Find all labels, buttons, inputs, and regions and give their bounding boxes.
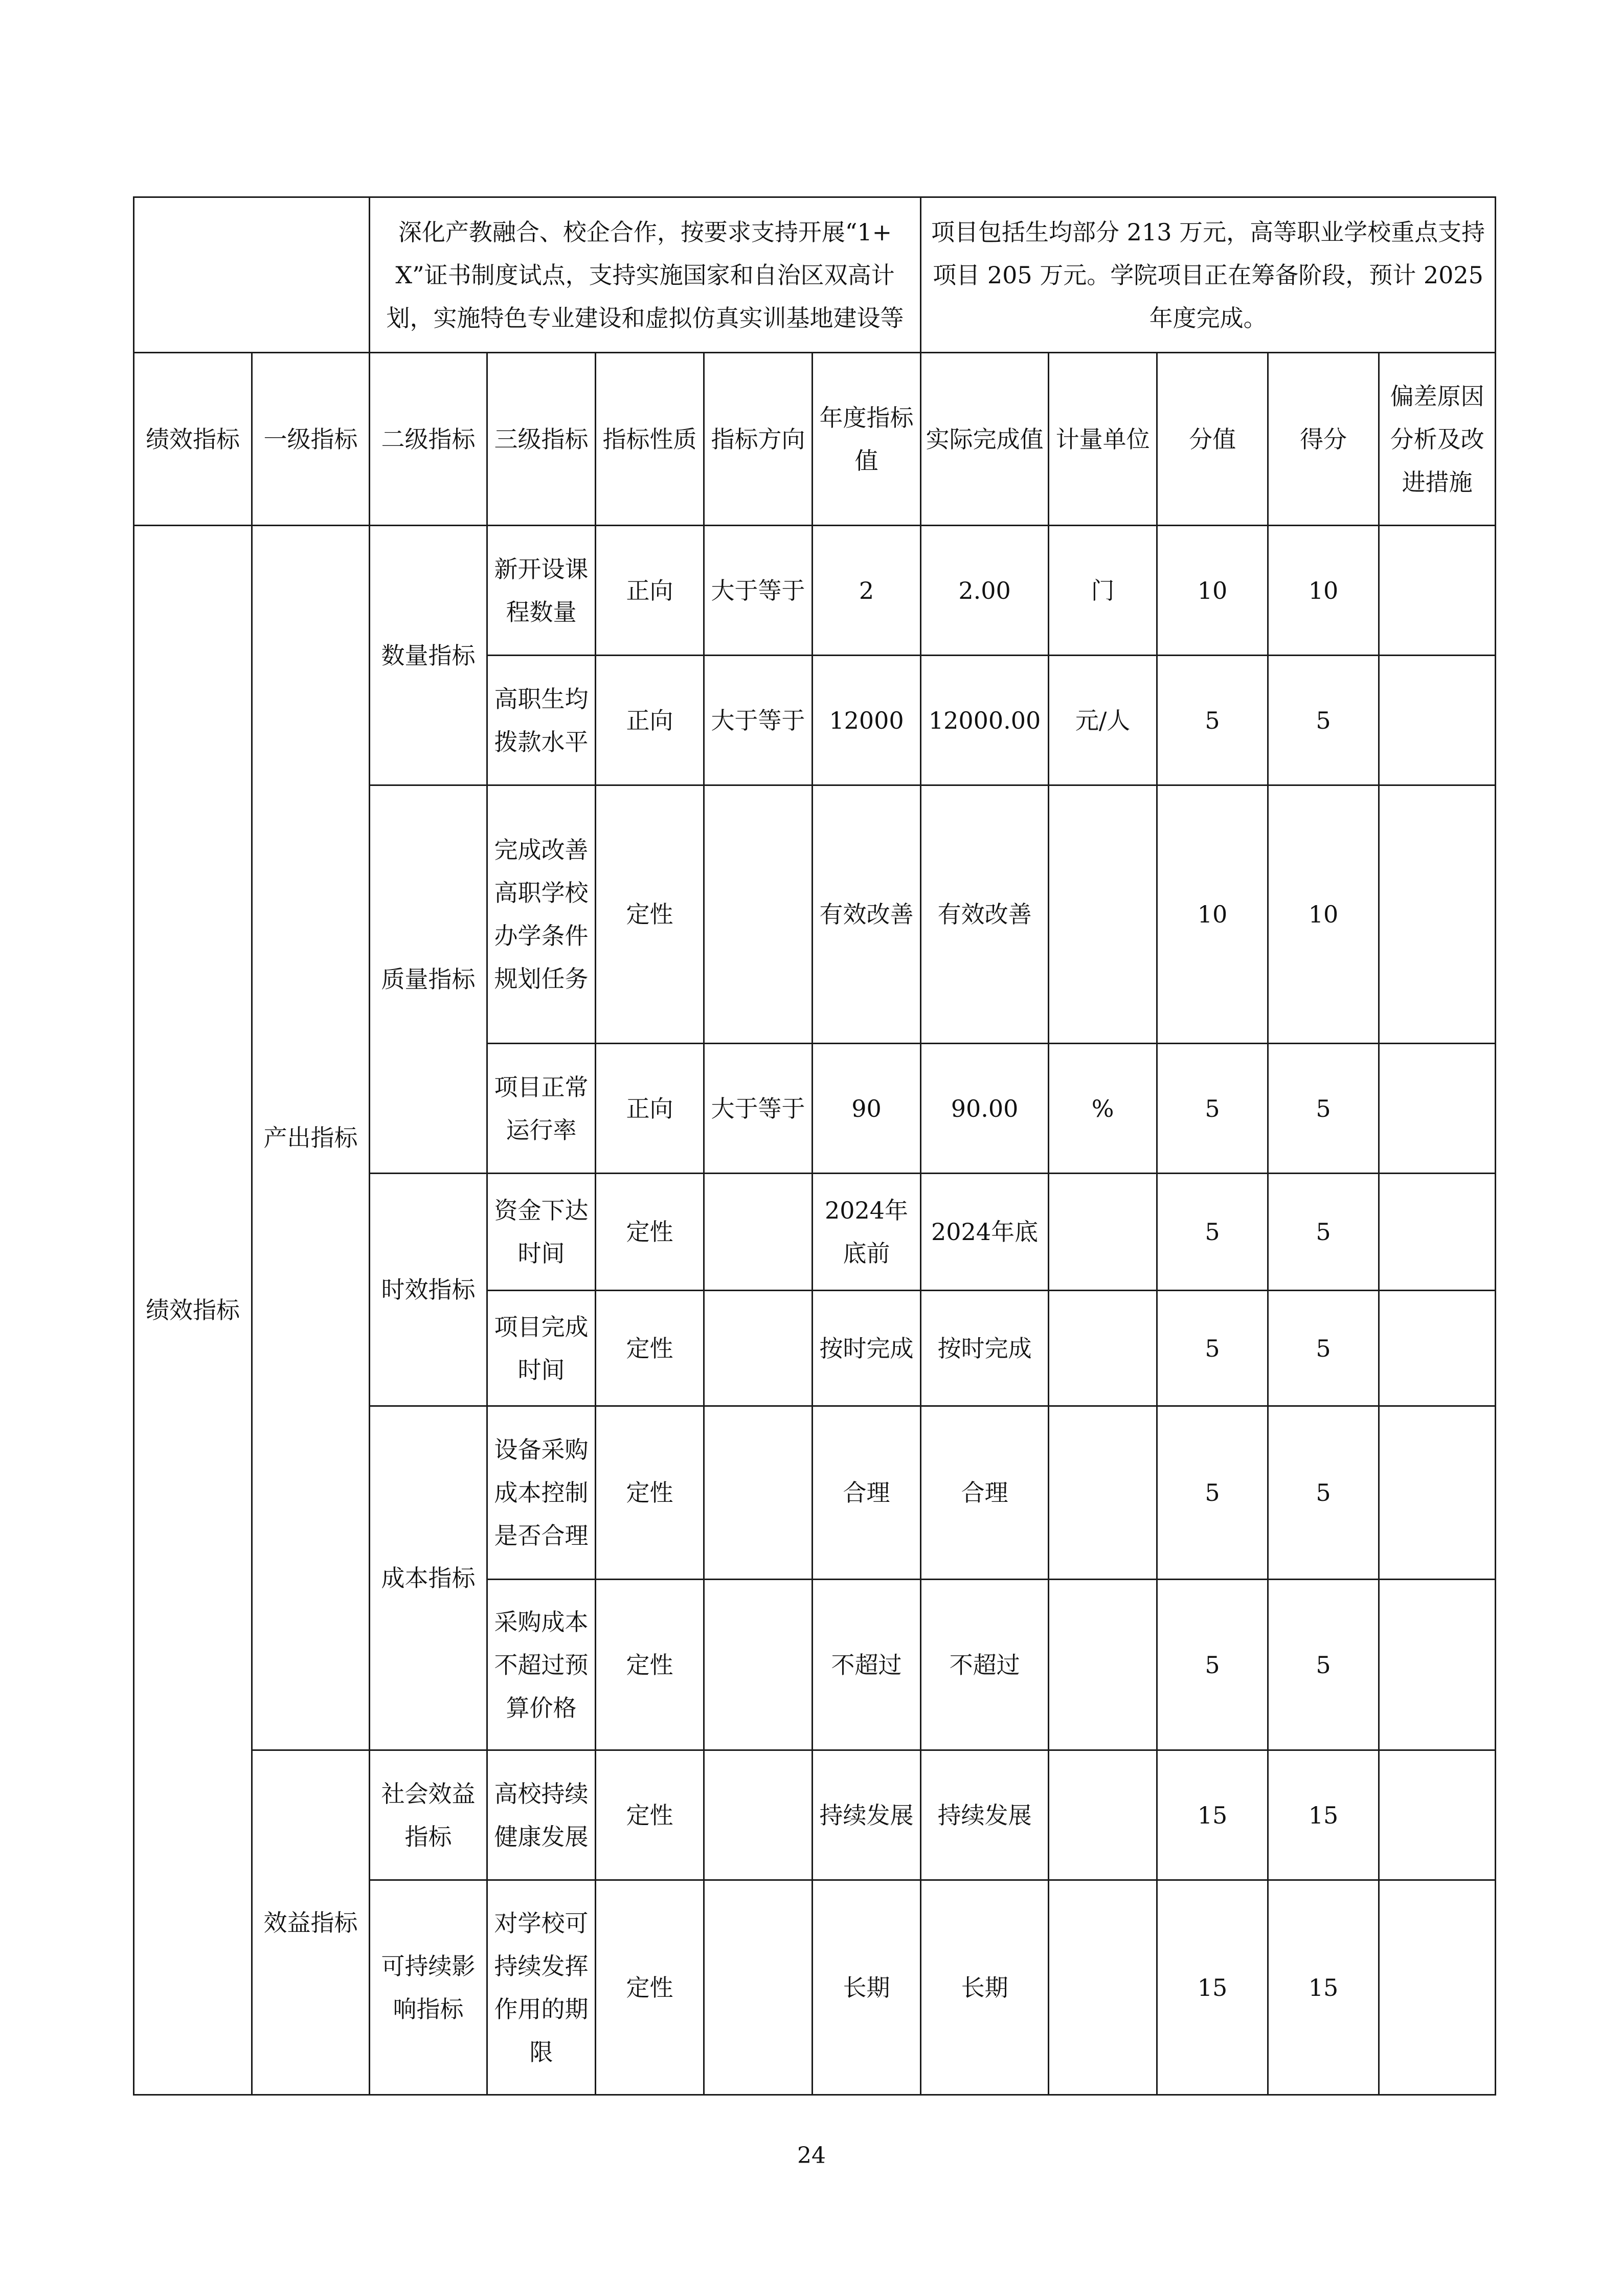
level2-cell: 社会效益指标 bbox=[370, 1750, 487, 1880]
target-cell: 12000 bbox=[813, 656, 921, 785]
actual-cell: 90.00 bbox=[921, 1044, 1049, 1174]
score-cell: 10 bbox=[1268, 785, 1379, 1044]
table-row bbox=[134, 526, 1496, 656]
level2-cell: 数量指标 bbox=[370, 526, 487, 785]
level3-cell: 资金下达时间 bbox=[487, 1174, 596, 1291]
actual-cell: 长期 bbox=[921, 1880, 1049, 2095]
actual-cell: 按时完成 bbox=[921, 1291, 1049, 1406]
score-cell: 5 bbox=[1268, 1174, 1379, 1291]
header-cell: 年度指标值 bbox=[813, 353, 921, 526]
unit-cell bbox=[1049, 785, 1157, 1044]
header-cell: 三级指标 bbox=[487, 353, 596, 526]
nature-cell: 定性 bbox=[596, 1406, 704, 1580]
direction-cell bbox=[704, 1291, 813, 1406]
level3-cell: 高职生均拨款水平 bbox=[487, 656, 596, 785]
nature-cell: 正向 bbox=[596, 526, 704, 656]
unit-cell bbox=[1049, 1580, 1157, 1750]
note-cell bbox=[1379, 1580, 1496, 1750]
nature-cell: 定性 bbox=[596, 1580, 704, 1750]
actual-cell: 不超过 bbox=[921, 1580, 1049, 1750]
score-cell: 15 bbox=[1268, 1880, 1379, 2095]
score-cell: 5 bbox=[1268, 1044, 1379, 1174]
intro-empty-cell bbox=[134, 197, 370, 353]
score-cell: 5 bbox=[1268, 1580, 1379, 1750]
direction-cell: 大于等于 bbox=[704, 656, 813, 785]
note-cell bbox=[1379, 1174, 1496, 1291]
performance-table bbox=[133, 196, 1496, 2096]
intro-row bbox=[134, 197, 1496, 353]
score-value-cell: 5 bbox=[1157, 1044, 1268, 1174]
score-cell: 15 bbox=[1268, 1750, 1379, 1880]
level2-cell: 可持续影响指标 bbox=[370, 1880, 487, 2095]
note-cell bbox=[1379, 785, 1496, 1044]
score-value-cell: 5 bbox=[1157, 1174, 1268, 1291]
target-cell: 90 bbox=[813, 1044, 921, 1174]
target-cell: 不超过 bbox=[813, 1580, 921, 1750]
unit-cell bbox=[1049, 1406, 1157, 1580]
nature-cell: 正向 bbox=[596, 1044, 704, 1174]
level2-cell: 时效指标 bbox=[370, 1174, 487, 1406]
score-value-cell: 15 bbox=[1157, 1880, 1268, 2095]
score-cell: 10 bbox=[1268, 526, 1379, 656]
note-cell bbox=[1379, 656, 1496, 785]
unit-cell bbox=[1049, 1750, 1157, 1880]
table-row bbox=[134, 1750, 1496, 1880]
plan-text-cell: 深化产教融合、校企合作，按要求支持开展“1+X”证书制度试点，支持实施国家和自治区双高计划，实施特色专业建设和虚拟仿真实训基地建设等 bbox=[370, 197, 921, 353]
level1-cell: 产出指标 bbox=[252, 526, 370, 1750]
actual-cell: 12000.00 bbox=[921, 656, 1049, 785]
actual-text-cell: 项目包括生均部分 213 万元，高等职业学校重点支持项目 205 万元。学院项目正在筹备阶段，预计 2025 年度完成。 bbox=[921, 197, 1496, 353]
level3-cell: 设备采购成本控制是否合理 bbox=[487, 1406, 596, 1580]
header-cell: 计量单位 bbox=[1049, 353, 1157, 526]
nature-cell: 定性 bbox=[596, 1174, 704, 1291]
target-cell: 长期 bbox=[813, 1880, 921, 2095]
direction-cell bbox=[704, 1580, 813, 1750]
score-value-cell: 10 bbox=[1157, 526, 1268, 656]
note-cell bbox=[1379, 1880, 1496, 2095]
header-cell: 实际完成值 bbox=[921, 353, 1049, 526]
unit-cell bbox=[1049, 1291, 1157, 1406]
score-value-cell: 5 bbox=[1157, 1406, 1268, 1580]
score-cell: 5 bbox=[1268, 1406, 1379, 1580]
level3-cell: 高校持续健康发展 bbox=[487, 1750, 596, 1880]
page-number: 24 bbox=[797, 2143, 826, 2169]
target-cell: 按时完成 bbox=[813, 1291, 921, 1406]
header-cell: 一级指标 bbox=[252, 353, 370, 526]
direction-cell bbox=[704, 1880, 813, 2095]
actual-cell: 有效改善 bbox=[921, 785, 1049, 1044]
direction-cell bbox=[704, 785, 813, 1044]
target-cell: 持续发展 bbox=[813, 1750, 921, 1880]
score-value-cell: 10 bbox=[1157, 785, 1268, 1044]
actual-cell: 2024年底 bbox=[921, 1174, 1049, 1291]
header-cell: 得分 bbox=[1268, 353, 1379, 526]
level2-cell: 成本指标 bbox=[370, 1406, 487, 1750]
score-value-cell: 5 bbox=[1157, 656, 1268, 785]
note-cell bbox=[1379, 526, 1496, 656]
actual-cell: 合理 bbox=[921, 1406, 1049, 1580]
note-cell bbox=[1379, 1750, 1496, 1880]
header-row bbox=[134, 353, 1496, 526]
score-value-cell: 15 bbox=[1157, 1750, 1268, 1880]
level3-cell: 完成改善高职学校办学条件规划任务 bbox=[487, 785, 596, 1044]
direction-cell: 大于等于 bbox=[704, 1044, 813, 1174]
unit-cell bbox=[1049, 1174, 1157, 1291]
level2-cell: 质量指标 bbox=[370, 785, 487, 1174]
target-cell: 2024年底前 bbox=[813, 1174, 921, 1291]
target-cell: 有效改善 bbox=[813, 785, 921, 1044]
direction-cell bbox=[704, 1174, 813, 1291]
direction-cell bbox=[704, 1406, 813, 1580]
direction-cell: 大于等于 bbox=[704, 526, 813, 656]
header-cell: 分值 bbox=[1157, 353, 1268, 526]
header-cell: 二级指标 bbox=[370, 353, 487, 526]
score-value-cell: 5 bbox=[1157, 1291, 1268, 1406]
score-cell: 5 bbox=[1268, 656, 1379, 785]
level3-cell: 对学校可持续发挥作用的期限 bbox=[487, 1880, 596, 2095]
nature-cell: 正向 bbox=[596, 656, 704, 785]
actual-cell: 持续发展 bbox=[921, 1750, 1049, 1880]
score-value-cell: 5 bbox=[1157, 1580, 1268, 1750]
nature-cell: 定性 bbox=[596, 1880, 704, 2095]
level0-cell: 绩效指标 bbox=[134, 526, 252, 2095]
level3-cell: 采购成本不超过预算价格 bbox=[487, 1580, 596, 1750]
nature-cell: 定性 bbox=[596, 785, 704, 1044]
unit-cell: 元/人 bbox=[1049, 656, 1157, 785]
header-cell: 指标方向 bbox=[704, 353, 813, 526]
actual-cell: 2.00 bbox=[921, 526, 1049, 656]
header-cell: 指标性质 bbox=[596, 353, 704, 526]
note-cell bbox=[1379, 1044, 1496, 1174]
unit-cell: % bbox=[1049, 1044, 1157, 1174]
target-cell: 合理 bbox=[813, 1406, 921, 1580]
header-cell: 绩效指标 bbox=[134, 353, 252, 526]
score-cell: 5 bbox=[1268, 1291, 1379, 1406]
direction-cell bbox=[704, 1750, 813, 1880]
nature-cell: 定性 bbox=[596, 1750, 704, 1880]
note-cell bbox=[1379, 1406, 1496, 1580]
unit-cell: 门 bbox=[1049, 526, 1157, 656]
target-cell: 2 bbox=[813, 526, 921, 656]
header-cell: 偏差原因分析及改进措施 bbox=[1379, 353, 1496, 526]
note-cell bbox=[1379, 1291, 1496, 1406]
level1-cell: 效益指标 bbox=[252, 1750, 370, 2095]
level3-cell: 新开设课程数量 bbox=[487, 526, 596, 656]
nature-cell: 定性 bbox=[596, 1291, 704, 1406]
unit-cell bbox=[1049, 1880, 1157, 2095]
level3-cell: 项目正常运行率 bbox=[487, 1044, 596, 1174]
level3-cell: 项目完成时间 bbox=[487, 1291, 596, 1406]
